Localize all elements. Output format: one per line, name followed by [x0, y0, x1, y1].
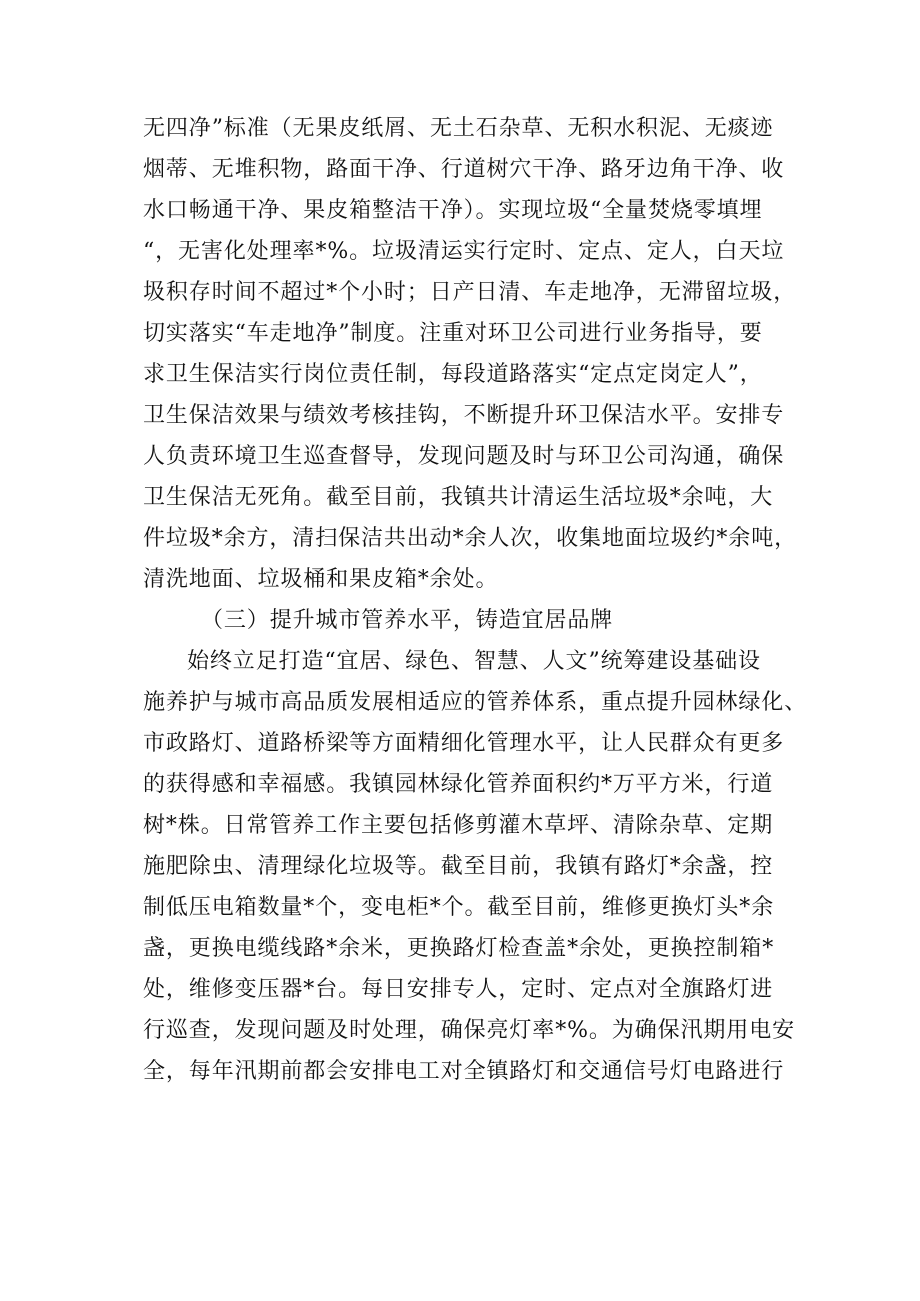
paragraph-line: 施肥除虫、清理绿化垃圾等。截至目前，我镇有路灯*余盏，控	[143, 854, 774, 879]
paragraph-line: 盏，更换电缆线路*余米，更换路灯检查盖*余处，更换控制箱*	[143, 936, 775, 961]
paragraph-line: 树*株。日常管养工作主要包括修剪灌木草坪、清除杂草、定期	[143, 813, 774, 838]
paragraph-line: 清洗地面、垃圾桶和果皮箱*余处。	[143, 567, 499, 592]
paragraph-line: 制低压电箱数量*个，变电柜*个。截至目前，维修更换灯头*余	[143, 895, 775, 920]
paragraph-line: 的获得感和幸福感。我镇园林绿化管养面积约*万平方米，行道	[143, 772, 774, 797]
paragraph-line: 圾积存时间不超过*个小时；日产日清、车走地净，无滞留垃圾，	[143, 280, 797, 305]
paragraph-line: 处，维修变压器*台。每日安排专人，定时、定点对全旗路灯进	[143, 977, 774, 1002]
paragraph-line: 始终立足打造“宜居、绿色、智慧、人文”统筹建设基础设	[187, 649, 761, 674]
paragraph-line: 卫生保洁效果与绩效考核挂钩，不断提升环卫保洁水平。安排专	[143, 403, 785, 428]
paragraph-line: 卫生保洁无死角。截至目前，我镇共计清运生活垃圾*余吨，大	[143, 485, 774, 510]
paragraph-line: 人负责环境卫生巡查督导，发现问题及时与环卫公司沟通，确保	[143, 444, 785, 469]
document-body	[143, 108, 808, 1092]
paragraph-line: 全，每年汛期前都会安排电工对全镇路灯和交通信号灯电路进行	[143, 1059, 785, 1084]
paragraph-line: 烟蒂、无堆积物，路面干净、行道树穴干净、路牙边角干净、收	[143, 157, 785, 182]
paragraph-line: 求卫生保洁实行岗位责任制，每段道路落实“定点定岗定人”，	[143, 362, 763, 387]
paragraph-line: 施养护与城市高品质发展相适应的管养体系，重点提升园林绿化、	[143, 690, 808, 715]
paragraph-line: 件垃圾*余方，清扫保洁共出动*余人次，收集地面垃圾约*余吨，	[143, 526, 798, 551]
paragraph-line: “，无害化处理率*%。垃圾清运实行定时、定点、定人，白天垃	[143, 239, 785, 264]
paragraph-line: 无四净”标准（无果皮纸屑、无土石杂草、无积水积泥、无痰迹	[143, 116, 774, 141]
paragraph-line: 切实落实“车走地净”制度。注重对环卫公司进行业务指导，要	[143, 321, 763, 346]
paragraph-line: 水口畅通干净、果皮箱整洁干净）。实现垃圾“全量焚烧零填埋	[143, 198, 763, 223]
paragraph-line: 市政路灯、道路桥梁等方面精细化管理水平，让人民群众有更多	[143, 731, 785, 756]
section-heading: （三）提升城市管养水平，铸造宜居品牌	[201, 608, 614, 633]
paragraph-line: 行巡查，发现问题及时处理，确保亮灯率*%。为确保汛期用电安	[143, 1018, 796, 1043]
